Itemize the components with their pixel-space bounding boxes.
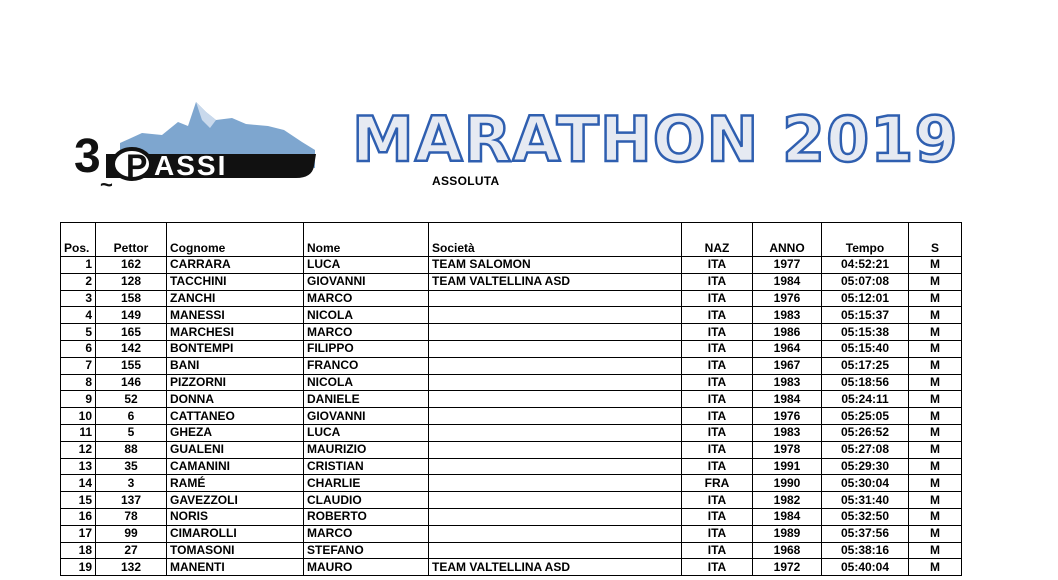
cell-year: 1983 — [753, 307, 822, 324]
cell-position: 12 — [61, 441, 96, 458]
cell-sex: M — [909, 559, 962, 576]
cell-surname: GHEZA — [167, 424, 304, 441]
cell-club — [429, 475, 682, 492]
cell-position: 13 — [61, 458, 96, 475]
cell-nation: ITA — [682, 391, 753, 408]
cell-year: 1982 — [753, 492, 822, 509]
cell-nation: ITA — [682, 357, 753, 374]
cell-position: 6 — [61, 340, 96, 357]
cell-club — [429, 307, 682, 324]
cell-time: 05:27:08 — [822, 441, 909, 458]
cell-name: NICOLA — [304, 374, 429, 391]
cell-year: 1990 — [753, 475, 822, 492]
cell-position: 1 — [61, 257, 96, 274]
cell-club — [429, 458, 682, 475]
cell-surname: CIMAROLLI — [167, 525, 304, 542]
results-table — [60, 222, 962, 576]
column-header: Pos. — [61, 223, 96, 257]
cell-year: 1984 — [753, 508, 822, 525]
cell-position: 3 — [61, 290, 96, 307]
cell-bib: 78 — [96, 508, 167, 525]
cell-name: MARCO — [304, 324, 429, 341]
column-header: Società — [429, 223, 682, 257]
table-row — [61, 374, 962, 391]
cell-position: 2 — [61, 273, 96, 290]
cell-club — [429, 357, 682, 374]
table-row — [61, 542, 962, 559]
cell-name: FILIPPO — [304, 340, 429, 357]
cell-club — [429, 408, 682, 425]
cell-bib: 137 — [96, 492, 167, 509]
cell-position: 7 — [61, 357, 96, 374]
cell-nation: ITA — [682, 458, 753, 475]
table-row — [61, 307, 962, 324]
svg-text:P: P — [126, 148, 148, 184]
cell-time: 05:26:52 — [822, 424, 909, 441]
cell-sex: M — [909, 357, 962, 374]
cell-position: 9 — [61, 391, 96, 408]
cell-time: 05:15:37 — [822, 307, 909, 324]
cell-surname: CATTANEO — [167, 408, 304, 425]
cell-sex: M — [909, 542, 962, 559]
cell-surname: MANESSI — [167, 307, 304, 324]
logo-graphic — [70, 98, 320, 203]
column-header: Pettor — [96, 223, 167, 257]
cell-time: 05:17:25 — [822, 357, 909, 374]
cell-year: 1986 — [753, 324, 822, 341]
table-row — [61, 324, 962, 341]
column-header: Tempo — [822, 223, 909, 257]
cell-sex: M — [909, 424, 962, 441]
cell-bib: 88 — [96, 441, 167, 458]
cell-name: MARCO — [304, 290, 429, 307]
table-row — [61, 508, 962, 525]
cell-time: 05:18:56 — [822, 374, 909, 391]
table-row — [61, 424, 962, 441]
cell-nation: ITA — [682, 290, 753, 307]
cell-bib: 5 — [96, 424, 167, 441]
table-row — [61, 441, 962, 458]
cell-position: 17 — [61, 525, 96, 542]
cell-position: 18 — [61, 542, 96, 559]
cell-sex: M — [909, 307, 962, 324]
column-header: Nome — [304, 223, 429, 257]
svg-text:~: ~ — [100, 172, 113, 197]
cell-sex: M — [909, 374, 962, 391]
cell-name: STEFANO — [304, 542, 429, 559]
cell-nation: ITA — [682, 508, 753, 525]
cell-name: ROBERTO — [304, 508, 429, 525]
cell-surname: GAVEZZOLI — [167, 492, 304, 509]
table-row — [61, 257, 962, 274]
cell-sex: M — [909, 324, 962, 341]
cell-sex: M — [909, 340, 962, 357]
cell-position: 5 — [61, 324, 96, 341]
cell-bib: 165 — [96, 324, 167, 341]
cell-bib: 52 — [96, 391, 167, 408]
cell-sex: M — [909, 525, 962, 542]
logo-30passi — [70, 98, 320, 203]
table-row — [61, 475, 962, 492]
cell-year: 1967 — [753, 357, 822, 374]
page-subtitle: ASSOLUTA — [432, 174, 500, 188]
cell-bib: 27 — [96, 542, 167, 559]
cell-surname: DONNA — [167, 391, 304, 408]
table-row — [61, 525, 962, 542]
cell-club: TEAM SALOMON — [429, 257, 682, 274]
page-title: MARATHON 2019 — [352, 103, 959, 176]
cell-club — [429, 290, 682, 307]
cell-time: 05:32:50 — [822, 508, 909, 525]
table-row — [61, 273, 962, 290]
cell-nation: ITA — [682, 559, 753, 576]
table-row — [61, 290, 962, 307]
cell-time: 05:40:04 — [822, 559, 909, 576]
cell-club: TEAM VALTELLINA ASD — [429, 273, 682, 290]
cell-name: FRANCO — [304, 357, 429, 374]
table-header-row — [61, 223, 962, 257]
cell-surname: TACCHINI — [167, 273, 304, 290]
cell-nation: ITA — [682, 374, 753, 391]
cell-bib: 3 — [96, 475, 167, 492]
cell-year: 1964 — [753, 340, 822, 357]
cell-time: 05:24:11 — [822, 391, 909, 408]
column-header: S — [909, 223, 962, 257]
cell-club — [429, 374, 682, 391]
cell-sex: M — [909, 508, 962, 525]
cell-bib: 6 — [96, 408, 167, 425]
cell-nation: ITA — [682, 340, 753, 357]
cell-sex: M — [909, 408, 962, 425]
cell-time: 05:30:04 — [822, 475, 909, 492]
cell-bib: 99 — [96, 525, 167, 542]
cell-nation: ITA — [682, 307, 753, 324]
cell-nation: ITA — [682, 424, 753, 441]
svg-text:3: 3 — [74, 130, 101, 183]
cell-name: DANIELE — [304, 391, 429, 408]
cell-nation: ITA — [682, 257, 753, 274]
table-row — [61, 458, 962, 475]
cell-club — [429, 424, 682, 441]
svg-text:ASSI: ASSI — [154, 150, 228, 181]
table-row — [61, 340, 962, 357]
cell-surname: PIZZORNI — [167, 374, 304, 391]
cell-bib: 162 — [96, 257, 167, 274]
cell-surname: BONTEMPI — [167, 340, 304, 357]
cell-year: 1984 — [753, 391, 822, 408]
cell-name: NICOLA — [304, 307, 429, 324]
cell-time: 04:52:21 — [822, 257, 909, 274]
cell-surname: CAMANINI — [167, 458, 304, 475]
cell-surname: TOMASONI — [167, 542, 304, 559]
cell-surname: MANENTI — [167, 559, 304, 576]
cell-year: 1983 — [753, 424, 822, 441]
cell-time: 05:15:38 — [822, 324, 909, 341]
table-row — [61, 492, 962, 509]
cell-bib: 142 — [96, 340, 167, 357]
cell-time: 05:29:30 — [822, 458, 909, 475]
cell-year: 1978 — [753, 441, 822, 458]
cell-name: GIOVANNI — [304, 273, 429, 290]
cell-sex: M — [909, 458, 962, 475]
cell-name: CRISTIAN — [304, 458, 429, 475]
cell-club — [429, 441, 682, 458]
cell-position: 4 — [61, 307, 96, 324]
cell-position: 15 — [61, 492, 96, 509]
table-row — [61, 408, 962, 425]
cell-nation: ITA — [682, 542, 753, 559]
cell-club — [429, 508, 682, 525]
cell-year: 1989 — [753, 525, 822, 542]
cell-bib: 35 — [96, 458, 167, 475]
table-row — [61, 559, 962, 576]
cell-surname: BANI — [167, 357, 304, 374]
cell-year: 1984 — [753, 273, 822, 290]
cell-year: 1972 — [753, 559, 822, 576]
cell-club — [429, 525, 682, 542]
cell-position: 11 — [61, 424, 96, 441]
cell-club: TEAM VALTELLINA ASD — [429, 559, 682, 576]
cell-surname: ZANCHI — [167, 290, 304, 307]
table-row — [61, 357, 962, 374]
cell-club — [429, 324, 682, 341]
cell-nation: ITA — [682, 525, 753, 542]
cell-year: 1976 — [753, 408, 822, 425]
cell-nation: ITA — [682, 492, 753, 509]
cell-position: 14 — [61, 475, 96, 492]
cell-position: 10 — [61, 408, 96, 425]
cell-position: 16 — [61, 508, 96, 525]
column-header: Cognome — [167, 223, 304, 257]
cell-club — [429, 391, 682, 408]
table-body — [61, 257, 962, 576]
cell-bib: 149 — [96, 307, 167, 324]
cell-surname: CARRARA — [167, 257, 304, 274]
cell-sex: M — [909, 257, 962, 274]
cell-year: 1991 — [753, 458, 822, 475]
cell-sex: M — [909, 475, 962, 492]
cell-time: 05:31:40 — [822, 492, 909, 509]
cell-name: MAURIZIO — [304, 441, 429, 458]
cell-year: 1983 — [753, 374, 822, 391]
cell-nation: ITA — [682, 408, 753, 425]
cell-position: 19 — [61, 559, 96, 576]
cell-bib: 128 — [96, 273, 167, 290]
cell-name: LUCA — [304, 424, 429, 441]
cell-club — [429, 492, 682, 509]
cell-time: 05:37:56 — [822, 525, 909, 542]
cell-sex: M — [909, 492, 962, 509]
cell-name: MAURO — [304, 559, 429, 576]
cell-time: 05:38:16 — [822, 542, 909, 559]
cell-nation: ITA — [682, 324, 753, 341]
cell-name: CHARLIE — [304, 475, 429, 492]
cell-bib: 146 — [96, 374, 167, 391]
cell-surname: MARCHESI — [167, 324, 304, 341]
cell-name: LUCA — [304, 257, 429, 274]
cell-nation: FRA — [682, 475, 753, 492]
table-row — [61, 391, 962, 408]
cell-sex: M — [909, 441, 962, 458]
cell-surname: GUALENI — [167, 441, 304, 458]
cell-club — [429, 542, 682, 559]
cell-year: 1977 — [753, 257, 822, 274]
cell-position: 8 — [61, 374, 96, 391]
cell-surname: NORIS — [167, 508, 304, 525]
column-header: ANNO — [753, 223, 822, 257]
cell-sex: M — [909, 290, 962, 307]
cell-sex: M — [909, 391, 962, 408]
cell-year: 1968 — [753, 542, 822, 559]
cell-time: 05:07:08 — [822, 273, 909, 290]
cell-nation: ITA — [682, 273, 753, 290]
cell-name: MARCO — [304, 525, 429, 542]
cell-sex: M — [909, 273, 962, 290]
cell-name: GIOVANNI — [304, 408, 429, 425]
cell-bib: 158 — [96, 290, 167, 307]
cell-time: 05:25:05 — [822, 408, 909, 425]
cell-bib: 155 — [96, 357, 167, 374]
cell-year: 1976 — [753, 290, 822, 307]
cell-time: 05:12:01 — [822, 290, 909, 307]
cell-nation: ITA — [682, 441, 753, 458]
cell-bib: 132 — [96, 559, 167, 576]
cell-surname: RAMÉ — [167, 475, 304, 492]
column-header: NAZ — [682, 223, 753, 257]
cell-time: 05:15:40 — [822, 340, 909, 357]
cell-club — [429, 340, 682, 357]
cell-name: CLAUDIO — [304, 492, 429, 509]
